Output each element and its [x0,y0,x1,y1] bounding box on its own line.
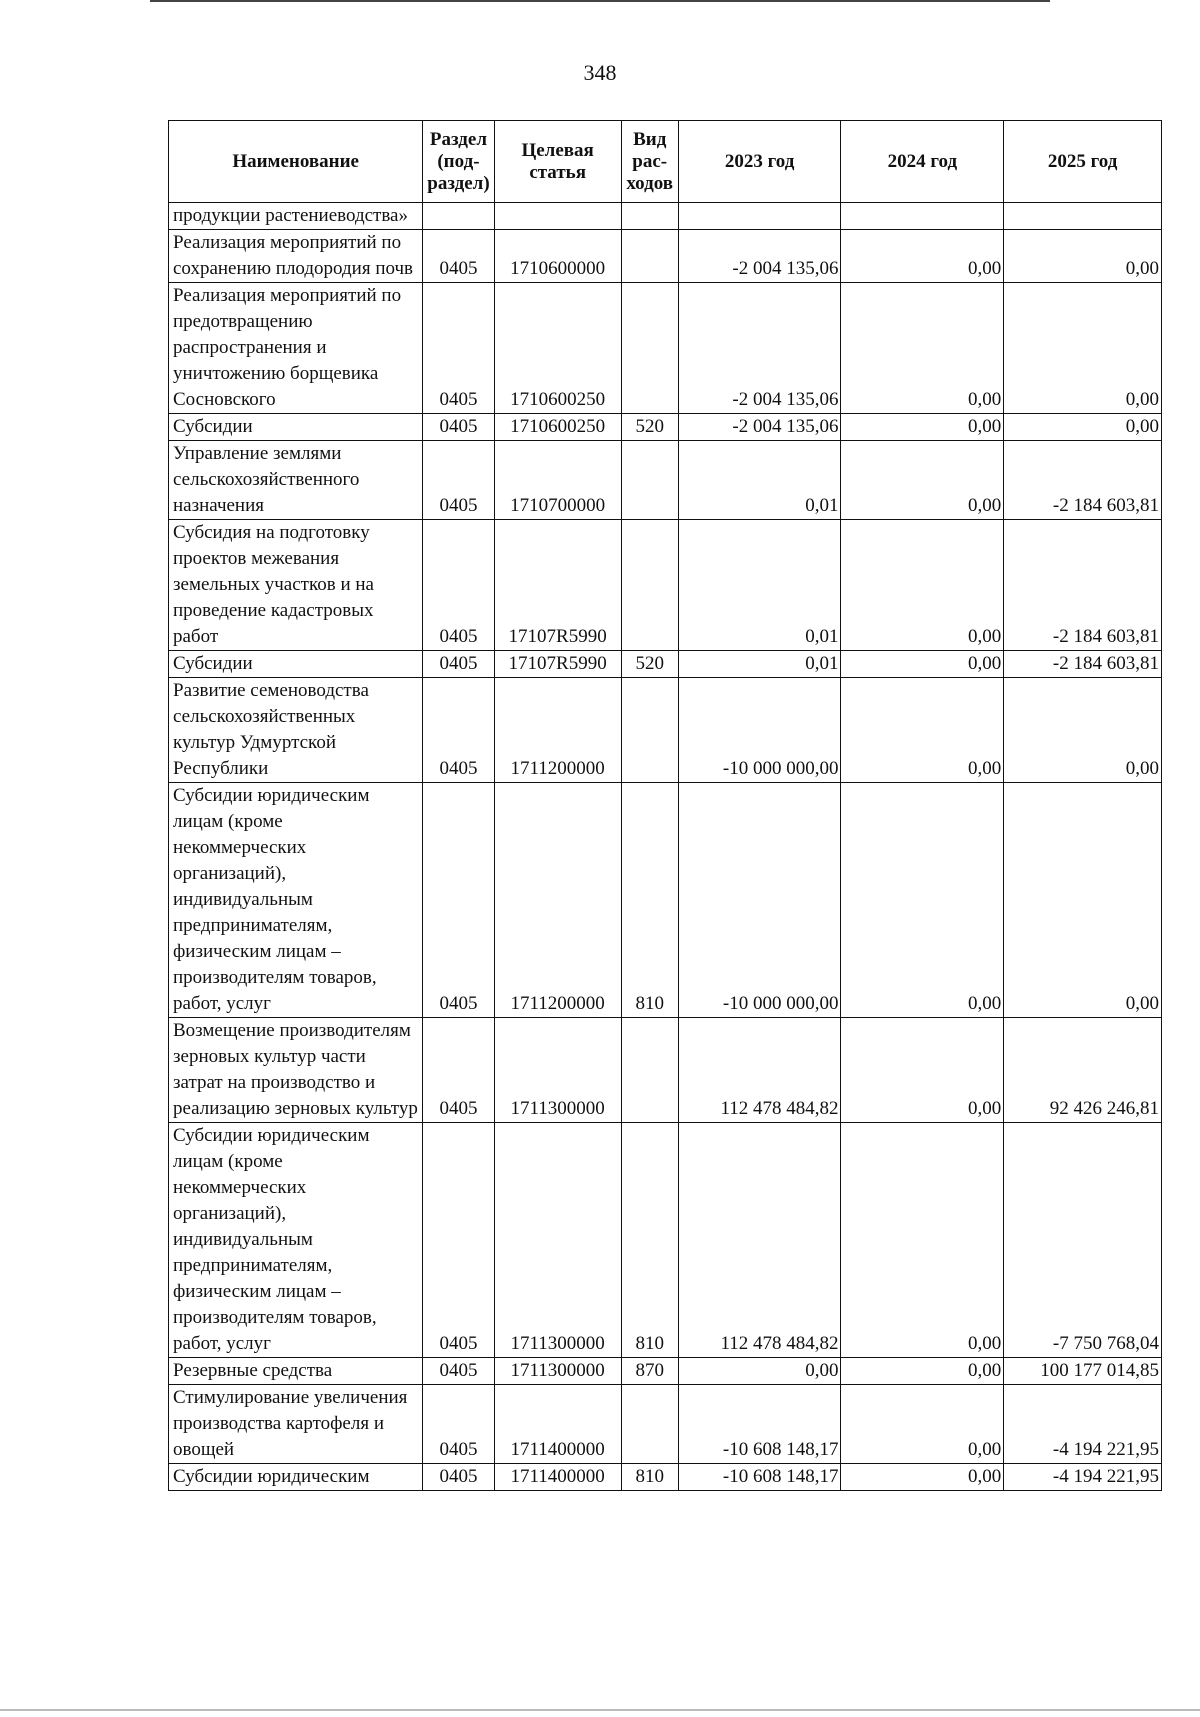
cell-2024: 0,00 [841,520,1004,651]
cell-2025: -4 194 221,95 [1004,1385,1162,1464]
cell-2025: 0,00 [1004,678,1162,783]
cell-section: 0405 [423,1464,494,1491]
cell-2024: 0,00 [841,783,1004,1018]
cell-target: 1711300000 [494,1018,621,1123]
cell-2023: -10 000 000,00 [678,678,841,783]
cell-section: 0405 [423,783,494,1018]
top-border-line [150,0,1050,2]
cell-2023: 0,01 [678,651,841,678]
cell-type [621,441,678,520]
cell-name: Стимулирование увеличения производства картофеля и овощей [169,1385,423,1464]
cell-target: 1710600250 [494,414,621,441]
cell-name: Реализация мероприятий по предотвращению распространения и уничтожению борщевика Сосновского [169,283,423,414]
cell-name: Резервные средства [169,1358,423,1385]
cell-2023: -2 004 135,06 [678,414,841,441]
cell-type: 810 [621,1464,678,1491]
cell-2024 [841,203,1004,230]
cell-section: 0405 [423,651,494,678]
cell-section: 0405 [423,1385,494,1464]
header-target: Целевая статья [494,121,621,203]
header-2025: 2025 год [1004,121,1162,203]
cell-2025: 0,00 [1004,283,1162,414]
table-row [169,1358,1162,1385]
table-row [169,678,1162,783]
cell-target: 1711300000 [494,1358,621,1385]
cell-section: 0405 [423,230,494,283]
cell-2023: -10 608 148,17 [678,1464,841,1491]
cell-2025: -2 184 603,81 [1004,651,1162,678]
cell-2025: 100 177 014,85 [1004,1358,1162,1385]
table-row [169,414,1162,441]
cell-2024: 0,00 [841,230,1004,283]
cell-2023: -10 000 000,00 [678,783,841,1018]
table-row [169,441,1162,520]
cell-section: 0405 [423,520,494,651]
cell-2024: 0,00 [841,1123,1004,1358]
cell-2025: -2 184 603,81 [1004,441,1162,520]
cell-type: 520 [621,651,678,678]
cell-target: 1711400000 [494,1385,621,1464]
cell-2024: 0,00 [841,1385,1004,1464]
table-row [169,1018,1162,1123]
table-row [169,520,1162,651]
cell-section: 0405 [423,1123,494,1358]
cell-target: 1711400000 [494,1464,621,1491]
cell-type [621,283,678,414]
cell-name: Субсидии [169,651,423,678]
table-row [169,1123,1162,1358]
cell-2024: 0,00 [841,1464,1004,1491]
cell-2023: -10 608 148,17 [678,1385,841,1464]
cell-type [621,520,678,651]
cell-name: Субсидии юридическим лицам (кроме некоммерческих организаций), индивидуальным предпринимателям, физическим лицам – производителям товаров, работ, услуг [169,783,423,1018]
cell-2025: 92 426 246,81 [1004,1018,1162,1123]
table-row [169,1464,1162,1491]
cell-section: 0405 [423,414,494,441]
cell-type: 520 [621,414,678,441]
header-2024: 2024 год [841,121,1004,203]
cell-2024: 0,00 [841,651,1004,678]
cell-2023 [678,203,841,230]
cell-name: Развитие семеноводства сельскохозяйственных культур Удмуртской Республики [169,678,423,783]
cell-name: продукции растениеводства» [169,203,423,230]
cell-name: Субсидии юридическим [169,1464,423,1491]
cell-type [621,203,678,230]
cell-target: 1711300000 [494,1123,621,1358]
cell-name: Управление землями сельскохозяйственного назначения [169,441,423,520]
cell-section [423,203,494,230]
cell-2025: -4 194 221,95 [1004,1464,1162,1491]
table-row [169,1385,1162,1464]
cell-type [621,1385,678,1464]
cell-2023: 0,00 [678,1358,841,1385]
cell-2025: 0,00 [1004,783,1162,1018]
bottom-border-line [0,1709,1200,1711]
cell-2023: 0,01 [678,520,841,651]
cell-target: 1711200000 [494,783,621,1018]
cell-2023: 112 478 484,82 [678,1018,841,1123]
header-type: Вид рас-ходов [621,121,678,203]
cell-section: 0405 [423,441,494,520]
cell-section: 0405 [423,1018,494,1123]
cell-2025: -2 184 603,81 [1004,520,1162,651]
cell-2024: 0,00 [841,1018,1004,1123]
header-section: Раздел (под-раздел) [423,121,494,203]
cell-2025: -7 750 768,04 [1004,1123,1162,1358]
cell-type: 870 [621,1358,678,1385]
cell-2025 [1004,203,1162,230]
header-2023: 2023 год [678,121,841,203]
table-header-row [169,121,1162,203]
cell-target [494,203,621,230]
page-number: 348 [583,60,617,85]
cell-2025: 0,00 [1004,230,1162,283]
header-name: Наименование [169,121,423,203]
cell-type: 810 [621,783,678,1018]
cell-target: 17107R5990 [494,520,621,651]
cell-2024: 0,00 [841,441,1004,520]
cell-2025: 0,00 [1004,414,1162,441]
table-row [169,203,1162,230]
cell-2024: 0,00 [841,1358,1004,1385]
cell-name: Субсидии [169,414,423,441]
budget-table [168,120,1162,1491]
cell-section: 0405 [423,1358,494,1385]
cell-2023: -2 004 135,06 [678,283,841,414]
cell-2024: 0,00 [841,678,1004,783]
cell-type: 810 [621,1123,678,1358]
table-row [169,230,1162,283]
cell-target: 17107R5990 [494,651,621,678]
cell-section: 0405 [423,678,494,783]
cell-section: 0405 [423,283,494,414]
cell-target: 1711200000 [494,678,621,783]
cell-2023: -2 004 135,06 [678,230,841,283]
cell-2024: 0,00 [841,414,1004,441]
cell-name: Реализация мероприятий по сохранению плодородия почв [169,230,423,283]
cell-2023: 112 478 484,82 [678,1123,841,1358]
cell-2023: 0,01 [678,441,841,520]
cell-type [621,230,678,283]
table-row [169,651,1162,678]
cell-type [621,1018,678,1123]
table-row [169,283,1162,414]
table-row [169,783,1162,1018]
cell-name: Субсидия на подготовку проектов межевания земельных участков и на проведение кадастровых работ [169,520,423,651]
cell-name: Субсидии юридическим лицам (кроме некоммерческих организаций), индивидуальным предпринимателям, физическим лицам – производителям товаров, работ, услуг [169,1123,423,1358]
cell-target: 1710600250 [494,283,621,414]
cell-name: Возмещение производителям зерновых культур части затрат на производство и реализацию зерновых культур [169,1018,423,1123]
cell-target: 1710600000 [494,230,621,283]
cell-target: 1710700000 [494,441,621,520]
cell-2024: 0,00 [841,283,1004,414]
cell-type [621,678,678,783]
